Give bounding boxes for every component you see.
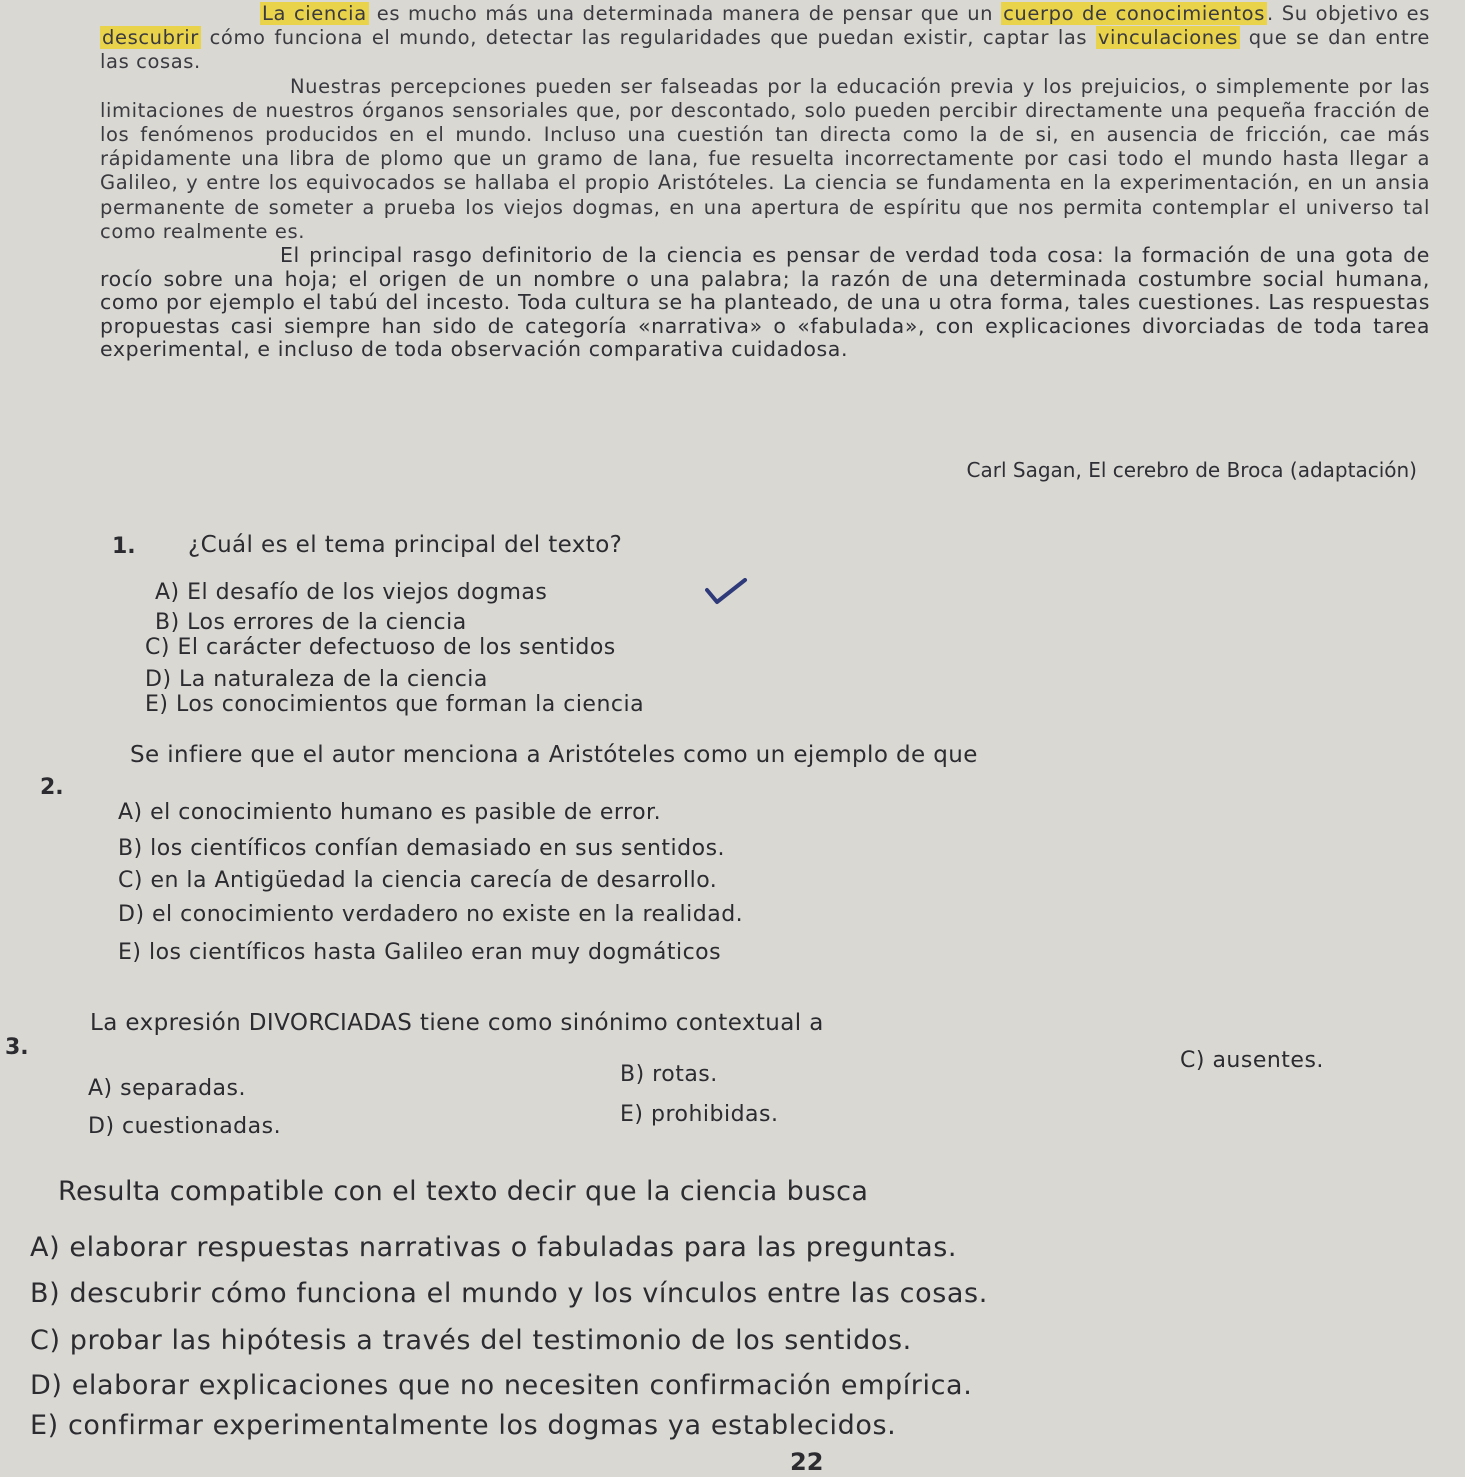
option-a[interactable]: A) separadas. <box>88 1076 246 1101</box>
highlighted-phrase: descubrir <box>102 26 199 50</box>
page-number: 22 <box>790 1448 824 1476</box>
option-d[interactable]: D) el conocimiento verdadero no existe en la realidad. <box>118 902 744 927</box>
option-d[interactable]: D) cuestionadas. <box>88 1114 282 1139</box>
passage-paragraph-2: Nuestras percepciones pueden ser falseadas por la educación previa y los prejuicios, o simplemente por las limitaciones de nuestros órganos sensoriales que, por descontado, solo pueden percibir directamente una pequeña fracción de los fenómenos producidos en el mundo. Incluso una cuestión tan directa como la de si, en ausencia de fricción, cae más rápidamente una libra de plomo que un gramo de lana, fue resuelta incorrectamente por casi todo el mundo hasta llegar a Galileo, y entre los equivocados se hallaba el propio Aristóteles. La ciencia se fundamenta en la experimentación, en un ansia permanente de someter a prueba los viejos dogmas, en una apertura de espíritu que nos permita contemplar el universo tal como realmente es. <box>100 74 1430 243</box>
option-e[interactable]: E) los científicos hasta Galileo eran muy dogmáticos <box>118 940 722 965</box>
option-e[interactable]: E) confirmar experimentalmente los dogmas ya establecidos. <box>30 1410 897 1441</box>
option-a[interactable]: A) El desafío de los viejos dogmas <box>155 580 548 605</box>
option-c[interactable]: C) probar las hipótesis a través del testimonio de los sentidos. <box>30 1325 912 1356</box>
source-citation: Carl Sagan, El cerebro de Broca (adaptación) <box>966 458 1417 482</box>
option-c[interactable]: C) ausentes. <box>1180 1048 1324 1073</box>
option-c[interactable]: C) en la Antigüedad la ciencia carecía de desarrollo. <box>118 868 718 893</box>
highlighted-phrase: vinculaciones <box>1097 26 1239 50</box>
question-stem: ¿Cuál es el tema principal del texto? <box>188 532 623 558</box>
question-number: 3. <box>5 1035 29 1060</box>
reading-passage <box>100 2 1430 362</box>
highlighted-phrase: cuerpo de conocimientos <box>1003 2 1265 25</box>
option-a[interactable]: A) elaborar respuestas narrativas o fabuladas para las preguntas. <box>30 1232 958 1263</box>
option-e[interactable]: E) prohibidas. <box>620 1102 779 1127</box>
option-a[interactable]: A) el conocimiento humano es pasible de error. <box>118 800 662 825</box>
option-b[interactable]: B) descubrir cómo funciona el mundo y los vínculos entre las cosas. <box>30 1278 988 1309</box>
question-number: 2. <box>40 775 64 800</box>
highlighted-phrase: La ciencia <box>262 2 367 25</box>
question-stem: Resulta compatible con el texto decir que la ciencia busca <box>58 1176 869 1207</box>
question-stem: La expresión DIVORCIADAS tiene como sinónimo contextual a <box>90 1010 824 1036</box>
passage-paragraph-3: El principal rasgo definitorio de la ciencia es pensar de verdad toda cosa: la formación de una gota de rocío sobre una hoja; el origen de un nombre o una palabra; la razón de una determinada costumbre social humana, como por ejemplo el tabú del incesto. Toda cultura se ha planteado, de una u otra forma, tales cuestiones. Las respuestas propuestas casi siempre han sido de categoría «narrativa» o «fabulada», con explicaciones divorciadas de toda tarea experimental, e incluso de toda observación comparativa cuidadosa. <box>100 243 1430 362</box>
option-c[interactable]: C) El carácter defectuoso de los sentidos <box>145 635 616 660</box>
option-b[interactable]: B) rotas. <box>620 1062 718 1087</box>
option-d[interactable]: D) elaborar explicaciones que no necesiten confirmación empírica. <box>30 1370 973 1401</box>
option-b[interactable]: B) los científicos confían demasiado en sus sentidos. <box>118 836 726 861</box>
question-number: 1. <box>112 534 136 559</box>
option-e[interactable]: E) Los conocimientos que forman la ciencia <box>145 692 645 717</box>
option-d[interactable]: D) La naturaleza de la ciencia <box>145 667 488 692</box>
option-b[interactable]: B) Los errores de la ciencia <box>155 610 467 635</box>
passage-paragraph-1: La ciencia es mucho más una determinada manera de pensar que un cuerpo de conocimientos . Su objetivo es descubrir cómo funciona el mundo, detectar las regularidades que puedan existir, captar las vinculaciones que se dan entre las cosas. <box>100 2 1431 74</box>
check-mark-icon <box>705 578 749 608</box>
question-stem: Se infiere que el autor menciona a Aristóteles como un ejemplo de que <box>130 742 978 768</box>
